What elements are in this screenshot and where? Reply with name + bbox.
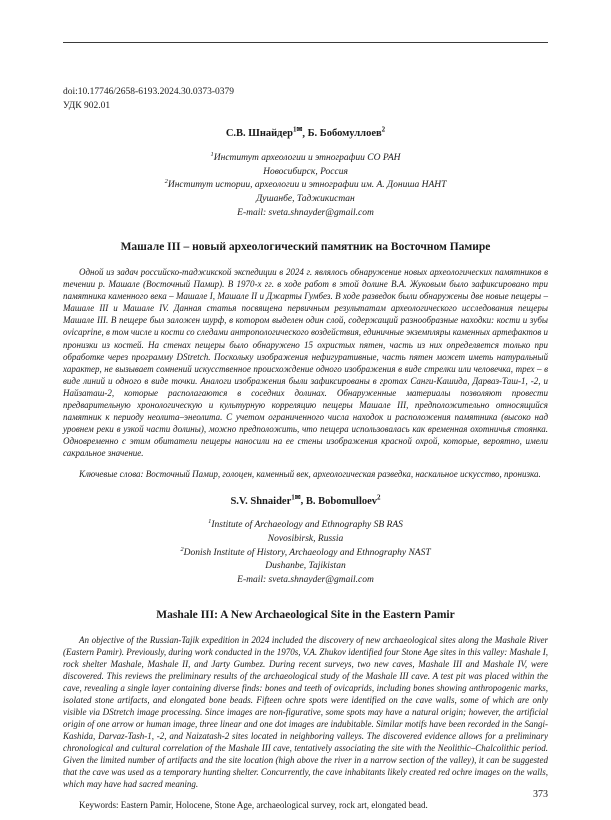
article-title-en: Mashale III: A New Archaeological Site in the Eastern Pamir [156, 608, 455, 621]
keywords-label: Ключевые слова: [79, 469, 144, 479]
affiliations-ru [63, 151, 548, 219]
email-line [63, 206, 548, 220]
keywords-text: Восточный Памир, голоцен, каменный век, археологическая разведка, наскальное искусство, пронизка. [143, 469, 541, 479]
doi: doi:10.17746/2658-6193.2024.30.0373-0379 [63, 87, 234, 97]
authors-ru [63, 126, 548, 141]
envelope-icon: ✉ [294, 493, 301, 502]
envelope-icon: ✉ [296, 125, 303, 134]
author-separator: , [300, 495, 306, 507]
author-name: S.V. Shnaider$^{1✉}$ [230, 493, 301, 507]
affiliation-line: $^2$Donish Institute of History, Archaeology and Ethnography NAST [180, 545, 431, 558]
page-number: 373 [533, 789, 548, 800]
affiliation-city-line: Dushanbe, Tajikistan [265, 561, 346, 572]
udk: УДК 902.01 [63, 100, 111, 111]
header-rule [63, 42, 548, 43]
author-name: B. Bobomulloev$^2$ [305, 493, 381, 507]
email-line [63, 573, 548, 587]
affiliation-line: $^1$Институт археологии и этнографии СО РАН [210, 150, 401, 164]
abstract-ru: Одной из задач российско-таджикской экспедиции в 2024 г. являлось обнаружение новых археологических памятников в течении р. Машале (Восточный Памир). В 1970-х гг. в ходе работ в этой долине В.А. Жуковым было зафиксировано три памятника каменного века – Машале I, Машале II и Джарты Гумбез. В ходе разведок были обнаружены две новые пещеры – Машале III и Машале IV. Данная статья посвящена первичным результатам археологического исследования пещеры Машале III. В пещере был заложен шурф, в котором выделен один слой, содержащий разнообразные находки: кости и зубы ovicaprine, в том числе и кости со следами антропологического воздействия, единичные экземпляры каменных артефактов и пронизки из костей. На стенах пещеры было обнаружено 15 охристых пятен, часть из них определяется только при обработке через программу DStretch. Поскольку изображения нефигуративные, часть пятен может иметь натуральный характер, не вызывает сомнений искусственное происхождение одного изображения в виде стрелки или человечка, трех – в виде линий и одного в виде точки. Аналоги изображения были зафиксированы в гротах Санги-Кашида, Дарваз-Таш-1, -2, и Найзаташ-2, которые располагаются в соседних долинах. Обнаруженные материалы позволяют провести предварительную хронологическую и культурную корреляцию пещеры Машале III, предположительно относящийся памятник к периоду неолита–энеолита. С учетом ограниченного числа находок и расположения памятника (высоко над уровнем реки в узкой части долины), можно предположить, что пещера использовалась как временная охотничья стоянка. Одновременно с этим обитатели пещеры наносили на ее стены изображения красной охрой, которые, вероятно, имели сакральное значение. [63, 267, 548, 458]
affiliation-city-line: Новосибирск, Россия [263, 166, 348, 177]
affiliation-city-line: Novosibirsk, Russia [267, 534, 344, 545]
affiliations-en [63, 518, 548, 586]
affiliation-line: $^2$Институт истории, археологии и этнографии им. А. Дониша НАНТ [164, 178, 447, 191]
author-separator: , [302, 128, 308, 140]
email-address[interactable]: E-mail: sveta.shnayder@gmail.com [237, 575, 374, 586]
keywords-text: Eastern Pamir, Holocene, Stone Age, archaeological survey, rock art, elongated bead. [118, 800, 428, 811]
affiliation-line: $^1$Institute of Archaeology and Ethnography SB RAS [208, 518, 403, 531]
affiliation-city-line: Душанбе, Таджикистан [256, 194, 355, 205]
authors-en [63, 493, 548, 508]
keywords-ru [63, 468, 548, 480]
author-name: Б. Бобомуллоев$^2$ [307, 125, 386, 140]
author-name: С.В. Шнайдер$^{1✉}$ [225, 125, 303, 140]
keywords-label: Keywords: [79, 800, 119, 811]
abstract-en: An objective of the Russian-Tajik expedition in 2024 included the discovery of new archaeological sites along the Mashale River (Eastern Pamir). Previously, during work conducted in the 1970s, V.A. Zhukov identified four Stone Age sites in this valley: Mashale I, rock shelter Mashale, Mashale II, and Jarty Gumbez. During recent surveys, two new caves, Mashale III and Mashale IV, were discovered. This reviews the preliminary results of the archaeological study of the Mashale III cave. A test pit was placed within the cave, revealing a single layer containing diverse finds: bones and teeth of ovicaprids, including bones showing anthropogenic marks, isolated stone artifacts, and elongated bone beads. Fifteen ochre spots were identified on the cave walls, some of which are only visible via DStretch image processing. Since images are non-figurative, some spots may have a natural origin; however, the artificial origin of one arrow or human image, three linear and one dot images are indubitable. Similar motifs have been recorded in the Sangi-Kashida, Darvaz-Tash-1, -2, and Naizatash-2 sites located in neighboring valleys. The discovered evidence allows for a preliminary chronological and cultural correlation of the Mashale III cave, tentatively associating the site with the Neolithic–Chalcolithic period. Given the limited number of artifacts and the site location (high above the river in a narrow section of the valley), it can be suggested that the cave was used as a temporary hunting shelter. Concurrently, the cave inhabitants likely created red ochre images on the walls, which may have had sacred meaning. [63, 634, 548, 790]
email-address[interactable]: E-mail: sveta.shnayder@gmail.com [237, 207, 374, 218]
keywords-en [63, 799, 548, 811]
article-title-ru: Машале III – новый археологический памятник на Восточном Памире [120, 241, 491, 254]
